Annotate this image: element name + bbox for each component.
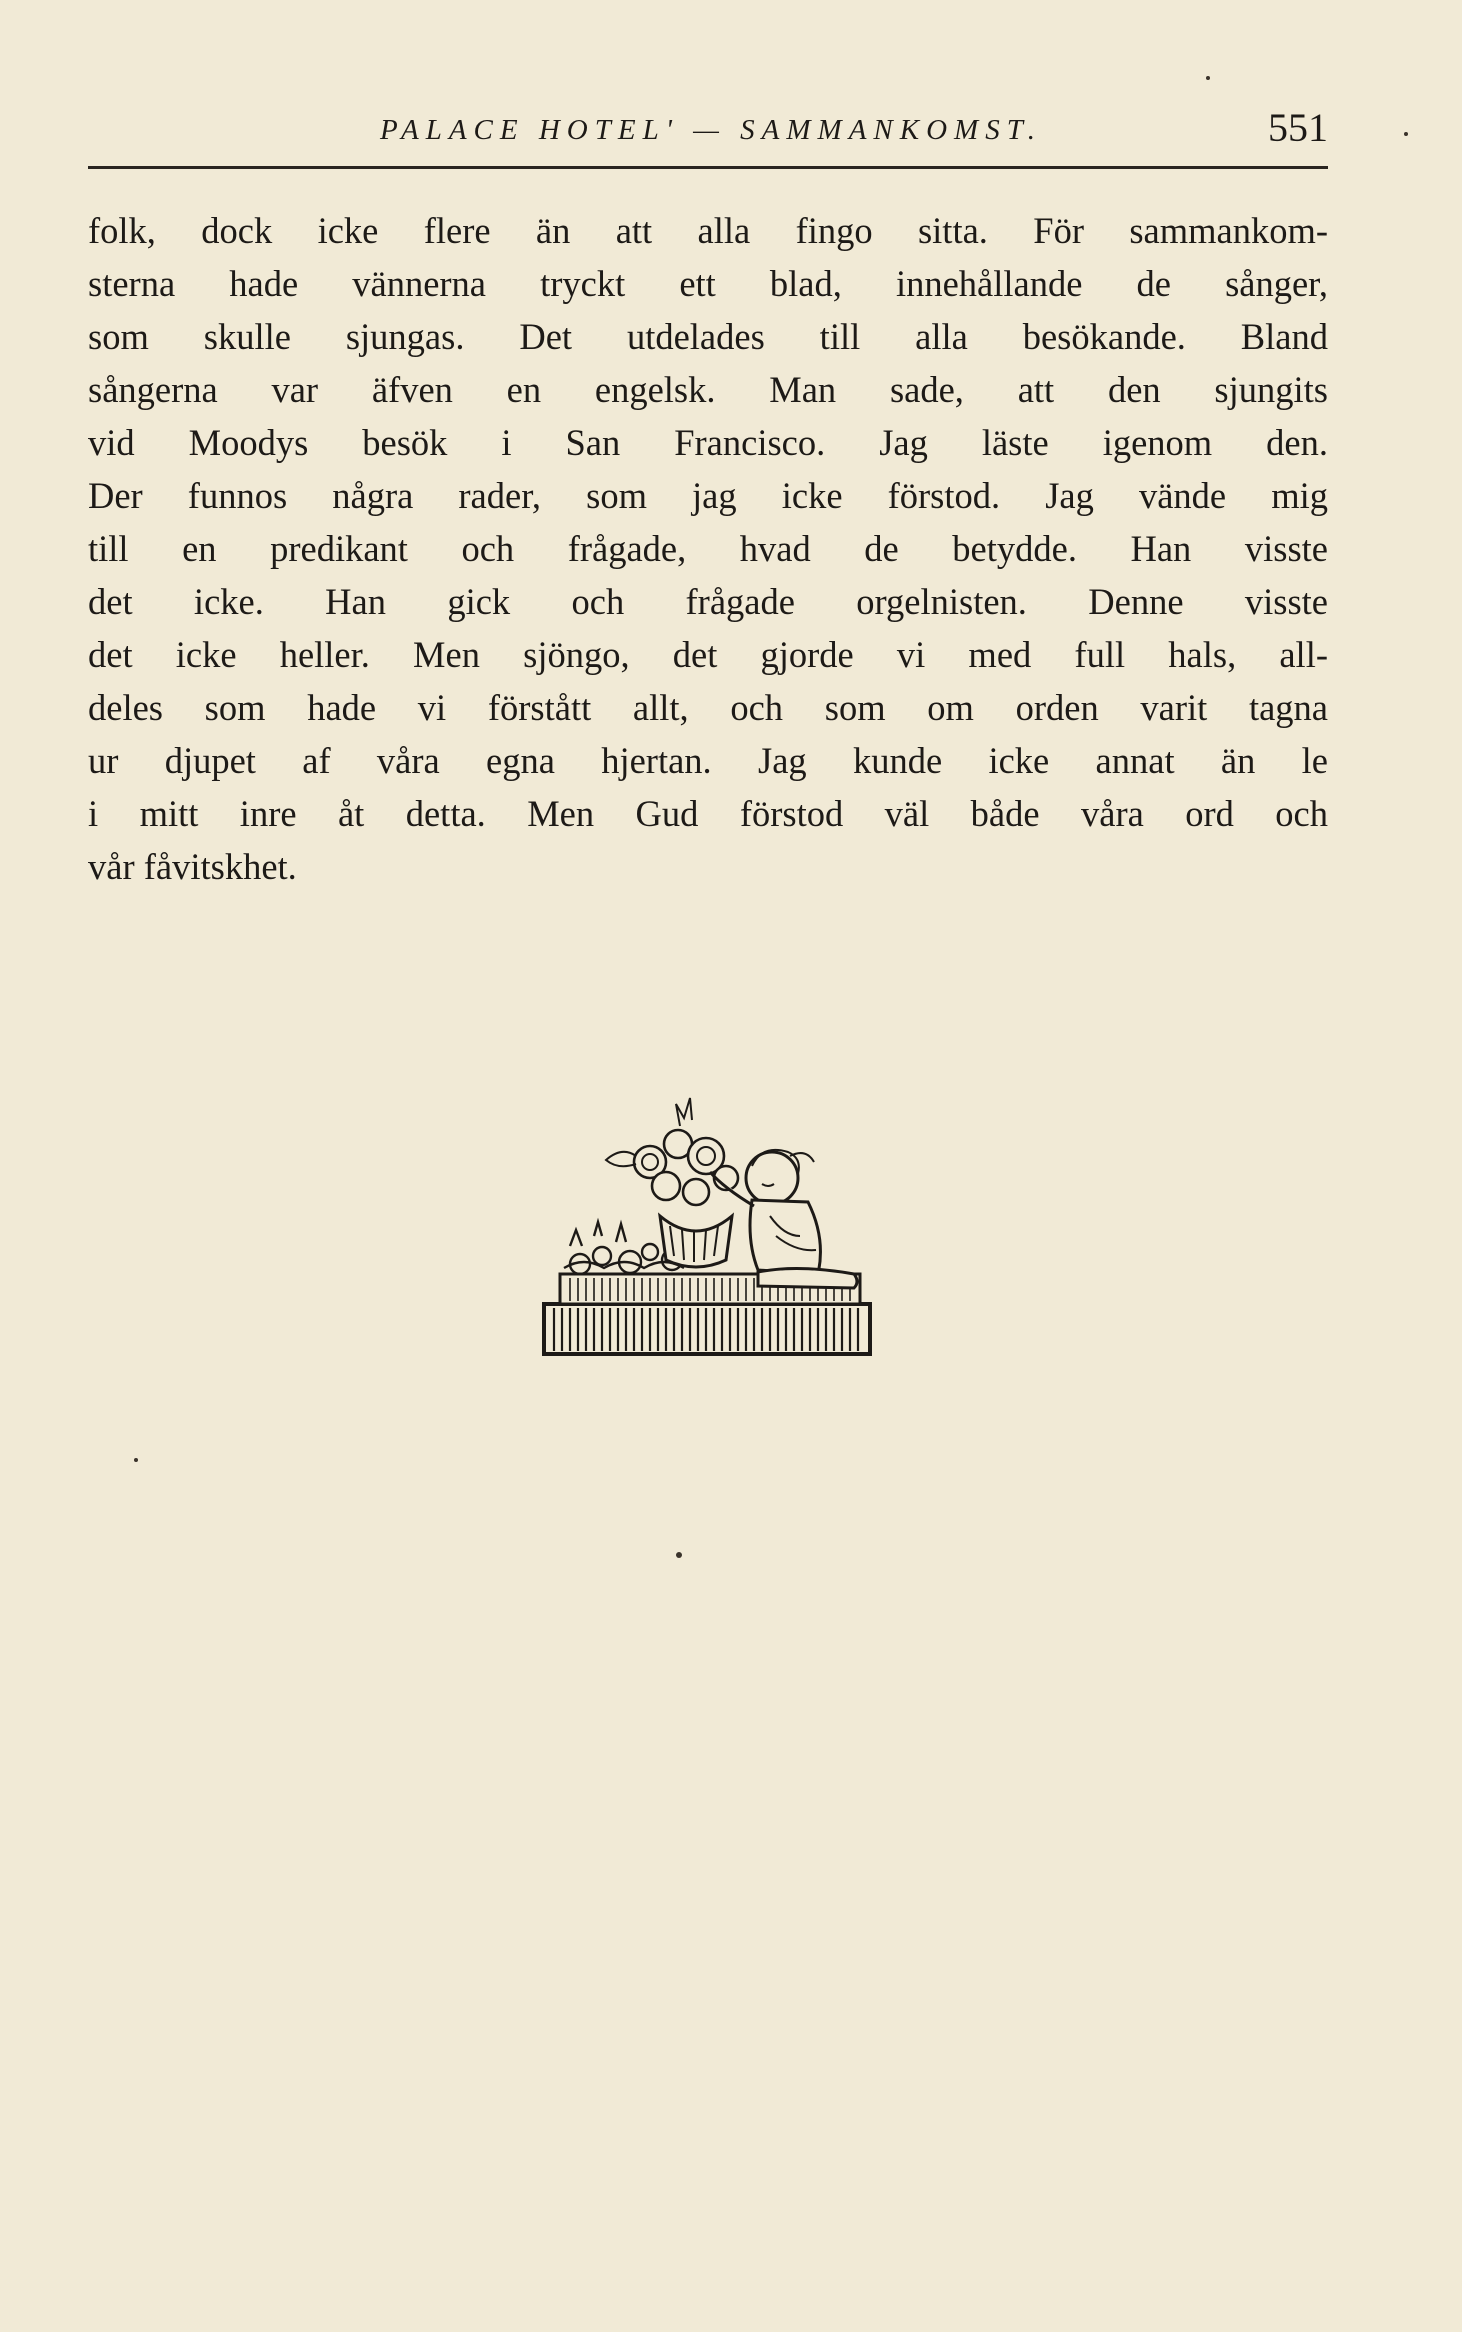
text-line: sångerna var äfven en engelsk. Man sade, att den sjungits	[88, 369, 1328, 410]
ink-speck	[1206, 76, 1210, 80]
text-line: sterna hade vännerna tryckt ett blad, innehållande de sånger,	[88, 263, 1328, 304]
text-line: vid Moodys besök i San Francisco. Jag läste igenom den.	[88, 422, 1328, 463]
body-text	[88, 204, 1328, 893]
text-line: deles som hade vi förstått allt, och som om orden varit tagna	[88, 687, 1328, 728]
text-line: folk, dock icke flere än att alla fingo sitta. För sammankom-	[88, 210, 1328, 251]
text-line: Der funnos några rader, som jag icke förstod. Jag vände mig	[88, 475, 1328, 516]
page-number: 551	[1268, 105, 1328, 150]
text-line: i mitt inre åt detta. Men Gud förstod väl både våra ord och	[88, 793, 1328, 834]
text-line: det icke. Han gick och frågade orgelnisten. Denne visste	[88, 581, 1328, 622]
ink-speck	[676, 1552, 682, 1558]
ink-speck	[134, 1458, 138, 1462]
text-line: vår fåvitskhet.	[88, 846, 297, 887]
text-line: till en predikant och frågade, hvad de betydde. Han visste	[88, 528, 1328, 569]
text-line: som skulle sjungas. Det utdelades till alla besökande. Bland	[88, 316, 1328, 357]
text-line: det icke heller. Men sjöngo, det gjorde vi med full hals, all-	[88, 634, 1328, 675]
running-title: PALACE HOTEL' — SAMMANKOMST.	[380, 114, 1042, 146]
cherub-flower-basket-vignette-icon	[540, 1096, 880, 1362]
text-line: ur djupet af våra egna hjertan. Jag kunde icke annat än le	[88, 740, 1328, 781]
ink-speck	[1404, 132, 1408, 136]
header-rule	[88, 166, 1328, 169]
running-head	[88, 104, 1328, 164]
